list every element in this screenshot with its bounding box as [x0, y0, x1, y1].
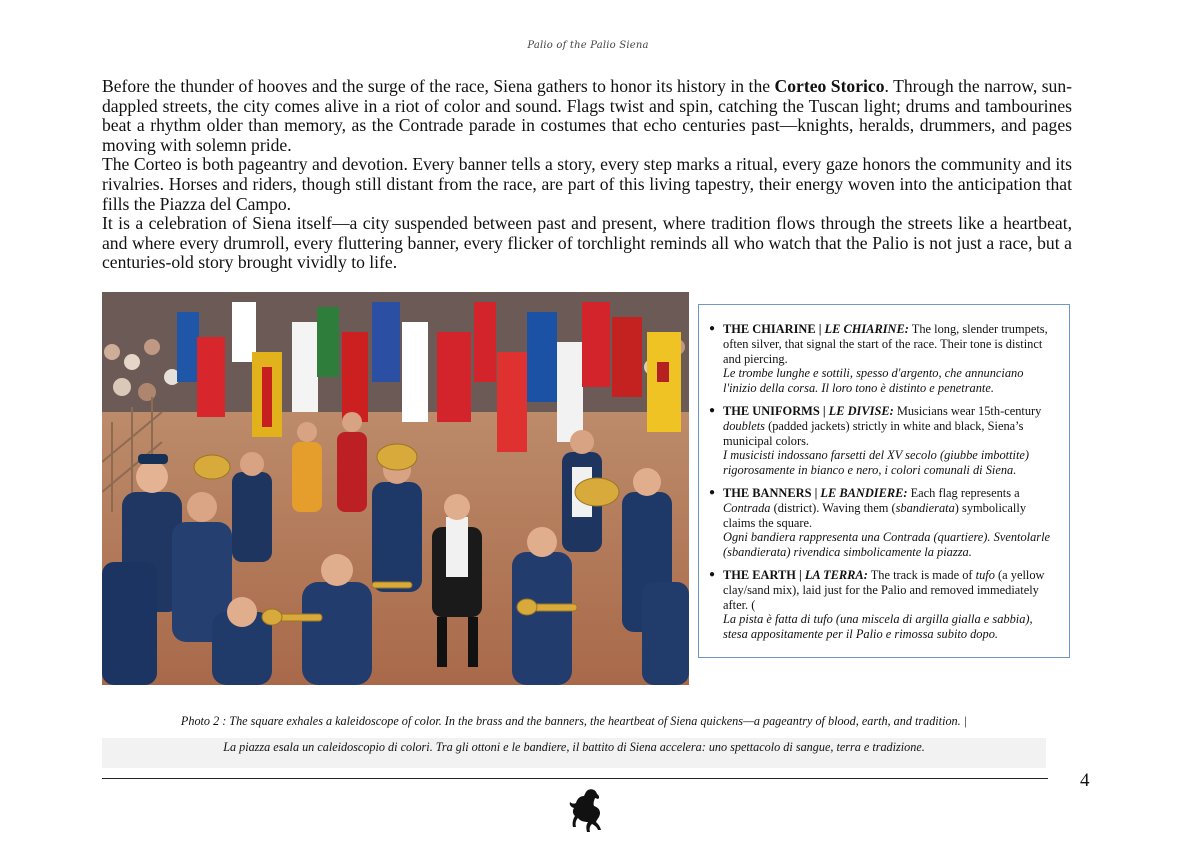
glossary-text-en: Each flag represents a: [907, 485, 1020, 500]
glossary-text-en: (a yellow clay/sand mix), laid just for the Palio and removed immediately after. (: [723, 567, 1045, 612]
glossary-text-en: The track is made of: [867, 567, 976, 582]
prancing-horse-icon: [566, 786, 606, 834]
glossary-title-it: LE BANDIERE:: [820, 485, 908, 500]
glossary-item-chiarine: [707, 322, 1057, 396]
bullet-icon: ●: [709, 486, 716, 498]
glossary-text-it: Ogni bandiera rappresenta una Contrada (quartiere). Sventolarle (sbandierata) rivendica simbolicamente la piazza.: [723, 530, 1051, 560]
glossary-title-en: THE UNIFORMS |: [723, 403, 829, 418]
glossary-text-en: (padded jackets) strictly in white and black, Siena’s municipal colors.: [723, 418, 1024, 448]
glossary-term: tufo: [975, 567, 995, 582]
footer-divider: [102, 778, 1048, 779]
glossary-title-it: LE DIVISE:: [828, 403, 894, 418]
glossary-title-en: THE BANNERS |: [723, 485, 821, 500]
paragraph-1-end: . Through the narrow, sun-dappled streets, the city comes alive in a riot of color and sound. Flags twist and spin, catching the Tuscan light; drums and tambourines beat a rhythm older than memory, as the Contrade parade in costumes that echo centuries past—knights, heralds, drummers, and pages moving with solemn pride.: [102, 76, 1072, 155]
glossary-box: [698, 304, 1070, 658]
paragraph-3: It is a celebration of Siena itself—a city suspended between past and present, where tradition flows through the streets like a heartbeat, and where every drumroll, every fluttering banner, every flicker of torchlight reminds all who watch that the Palio is not just a race, but a centuries-old story brought vividly to life.: [102, 213, 1072, 273]
glossary-text-it: I musicisti indossano farsetti del XV secolo (giubbe imbottite) rigorosamente in bianco e nero, i colori comunali di Siena.: [723, 448, 1030, 478]
parade-photo: [102, 292, 689, 685]
glossary-text-it: Le trombe lunghe e sottili, spesso d'argento, che annunciano l'inizio della corsa. Il loro tono è distinto e penetrante.: [723, 366, 1024, 396]
corteo-storico-term: Corteo Storico: [774, 76, 885, 96]
bullet-icon: ●: [709, 323, 716, 334]
paragraph-2: The Corteo is both pageantry and devotion. Every banner tells a story, every step marks a ritual, every gaze honors the community and its rivalries. Horses and riders, though still distant from the race, are part of this living tapestry, their energy woven into the anticipation that fills the Piazza del Campo.: [102, 154, 1072, 214]
photo-caption-it: La piazza esala un caleidoscopio di colori. Tra gli ottoni e le bandiere, il battito di Siena accelera: uno spettacolo di sangue, terra e tradizione.: [102, 738, 1046, 768]
glossary-term: sbandierata: [895, 500, 955, 515]
paragraph-1-start: Before the thunder of hooves and the surge of the race, Siena gathers to honor its history in the: [102, 76, 775, 96]
glossary-title-it: LE CHIARINE:: [824, 322, 909, 336]
glossary-text-en: Musicians wear 15th-century: [893, 403, 1042, 418]
glossary-text-en: The long, slender trumpets, often silver, that signal the start of the race. Their tone is distinct and piercing.: [723, 322, 1048, 366]
glossary-title-en: THE CHIARINE |: [723, 322, 825, 336]
glossary-item-banners: [707, 486, 1057, 560]
parade-photo-illustration: [102, 292, 689, 685]
glossary-text-en: (district). Waving them (: [770, 500, 896, 515]
bullet-icon: ●: [709, 404, 716, 416]
glossary-text-it: La pista è fatta di tufo (una miscela di argilla gialla e sabbia), stesa appositamente per il Palio e rimossa subito dopo.: [723, 612, 1033, 642]
paragraph-1: [102, 77, 1072, 155]
glossary-item-uniforms: [707, 404, 1057, 478]
glossary-term: doublets: [723, 418, 765, 433]
glossary-item-earth: [707, 568, 1057, 642]
glossary-term: Contrada: [723, 500, 771, 515]
glossary-text-en: ) symbolically claims the square.: [723, 500, 1027, 530]
glossary-list: [707, 322, 1057, 642]
photo-caption-en: Photo 2 : The square exhales a kaleidoscope of color. In the brass and the banners, the heartbeat of Siena quickens—a pageantry of blood, earth, and tradition. |: [180, 714, 968, 728]
glossary-title-it: LA TERRA:: [804, 567, 868, 582]
prancing-horse-icon-graphic: [566, 786, 606, 834]
running-header: Palio of the Palio Siena: [527, 40, 649, 51]
glossary-title-en: THE EARTH |: [723, 567, 805, 582]
bullet-icon: ●: [709, 568, 716, 580]
page-number: 4: [1080, 770, 1090, 791]
body-text: [102, 77, 1072, 273]
